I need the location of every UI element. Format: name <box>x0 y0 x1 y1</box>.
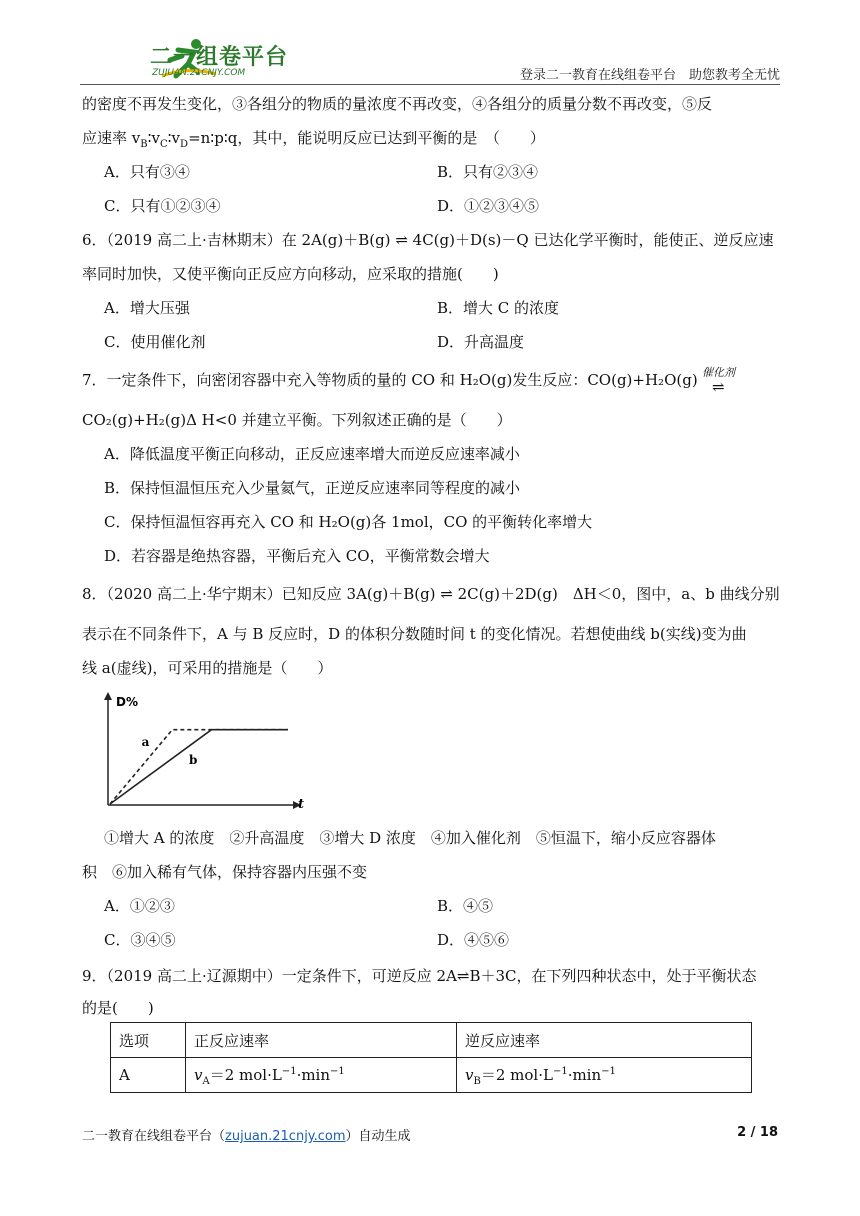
page-number: 2 / 18 <box>737 1125 778 1140</box>
series-line-a <box>110 730 288 804</box>
q5-option-a: A．只有③④ <box>104 163 190 181</box>
q7-option-b: B．保持恒温恒压充入少量氦气，正逆反应速率同等程度的减小 <box>104 479 521 497</box>
q9-line1: 9．（2019 高二上·辽源期中）一定条件下，可逆反应 2A⇌B＋3C，在下列四种状态中，处于平衡状态 <box>82 967 757 985</box>
q6-option-c: C．使用催化剂 <box>104 333 206 351</box>
q8-line1: 8．（2020 高二上·华宁期末）已知反应 3A(g)＋B(g) ⇌ 2C(g)＋2D(g) ΔH＜0，图中，a、b 曲线分别 <box>82 585 780 603</box>
q8-option-d: D．④⑤⑥ <box>437 931 510 949</box>
q5-option-b: B．只有②③④ <box>437 163 539 181</box>
q6-option-b: B．增大 C 的浓度 <box>437 299 560 317</box>
q5-option-d: D．①②③④⑤ <box>437 197 540 215</box>
table-cell-reverse: $v_B=2$ $mol\cdot L^{-1}\cdot\min^{-1}$ <box>457 1058 752 1093</box>
q9-line2: 的是( ) <box>82 999 154 1017</box>
q8-line3: 线 a(虚线)，可采用的措施是（ ） <box>82 659 333 677</box>
logo-url: ZUJUAN.21CNJY.COM <box>152 68 246 78</box>
footer-link[interactable]: zujuan.21cnjy.com <box>225 1129 346 1144</box>
table-header-row <box>111 1023 752 1058</box>
table-cell-option: A <box>111 1058 186 1093</box>
q7-option-d: D．若容器是绝热容器，平衡后充入 CO，平衡常数会增大 <box>104 547 490 565</box>
table-header-option: 选项 <box>111 1023 186 1058</box>
catalyst-label: 催化剂 <box>702 366 735 379</box>
q5-line1: 的密度不再发生变化，③各组分的物质的量浓度不再改变，④各组分的质量分数不再改变，⑤反 <box>82 95 713 113</box>
q5-line2: 应速率 $v_B∶v_C∶v_D=n∶p∶q$，其中，能说明反应已达到平衡的是 （ ） <box>82 129 545 150</box>
table-header-forward: 正反应速率 <box>186 1023 457 1058</box>
q5-option-c: C．只有①②③④ <box>104 197 221 215</box>
q6-option-d: D．升高温度 <box>437 333 525 351</box>
header-slogan: 登录二一教育在线组卷平台 助您教考全无忧 <box>519 68 780 83</box>
q8-measures-line2: 积 ⑥加入稀有气体，保持容器内压强不变 <box>82 863 368 881</box>
d-percent-time-chart <box>98 690 313 810</box>
rate-table <box>110 1022 752 1093</box>
q8-option-a: A．①②③ <box>104 897 175 915</box>
q6-line2: 率同时加快，又使平衡向正反应方向移动，应采取的措施( ) <box>82 265 499 283</box>
q7-option-c: C．保持恒温恒容再充入 CO 和 H₂O(g)各 1mol，CO 的平衡转化率增大 <box>104 513 593 531</box>
equilibrium-arrow: ⇌ <box>712 378 725 396</box>
q8-line2: 表示在不同条件下，A 与 B 反应时，D 的体积分数随时间 t 的变化情况。若想使曲线 b(实线)变为曲 <box>82 625 747 643</box>
q7-line2: CO₂(g)+H₂(g)Δ H<0 并建立平衡。下列叙述正确的是（ ） <box>82 411 512 429</box>
q6-option-a: A．增大压强 <box>104 299 190 317</box>
q7-line1: 7．一定条件下，向密闭容器中充入等物质的量的 CO 和 H₂O(g)发生反应：CO(g)+H₂O(g) <box>82 371 698 389</box>
q6-line1: 6．（2019 高二上·吉林期末）在 2A(g)＋B(g) ⇌ 4C(g)＋D(s)－Q 已达化学平衡时，能使正、逆反应速 <box>82 231 774 249</box>
q8-option-b: B．④⑤ <box>437 897 494 915</box>
y-axis-arrow-icon <box>104 692 112 700</box>
table-row <box>111 1058 752 1093</box>
series-label-b: b <box>189 753 198 767</box>
table-cell-forward: $v_A=2$ $mol\cdot L^{-1}\cdot\min^{-1}$ <box>186 1058 457 1093</box>
logo-title: 二一组卷平台 <box>150 45 289 70</box>
q7-option-a: A．降低温度平衡正向移动，正反应速率增大而逆反应速率减小 <box>104 445 520 463</box>
series-line-b <box>110 730 288 804</box>
header-divider <box>80 84 780 85</box>
q8-measures-line1: ①增大 A 的浓度 ②升高温度 ③增大 D 浓度 ④加入催化剂 ⑤恒温下，缩小反应容器体 <box>104 829 716 847</box>
y-axis-label: D% <box>116 695 138 709</box>
q8-option-c: C．③④⑤ <box>104 931 176 949</box>
series-label-a: a <box>141 735 150 749</box>
x-axis-label: t <box>298 797 305 810</box>
table-header-reverse: 逆反应速率 <box>457 1023 752 1058</box>
footer-credit: 二一教育在线组卷平台（zujuan.21cnjy.com）自动生成 <box>82 1129 411 1144</box>
